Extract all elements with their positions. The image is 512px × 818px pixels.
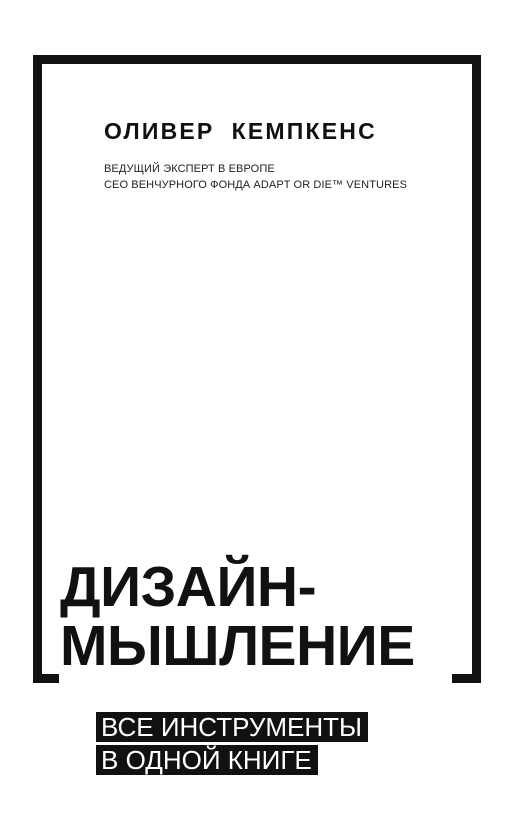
credential-line: ВЕДУЩИЙ ЭКСПЕРТ В ЕВРОПЕ — [104, 163, 275, 175]
frame-left-border — [33, 55, 42, 683]
frame-bottom-left-border — [33, 674, 59, 683]
title-line: МЫШЛЕНИЕ — [60, 614, 415, 678]
title-line: ДИЗАЙН- — [60, 555, 317, 619]
tagline-line: ВСЕ ИНСТРУМЕНТЫ — [96, 712, 368, 742]
credential-line: CEO ВЕНЧУРНОГО ФОНДА ADAPT OR DIE™ VENTURES — [104, 179, 408, 191]
frame-top-border — [33, 55, 481, 64]
author-name: ОЛИВЕР КЕМПКЕНС — [104, 118, 377, 144]
book-title — [60, 555, 415, 678]
frame-bottom-right-border — [452, 674, 481, 683]
tagline-line: В ОДНОЙ КНИГЕ — [96, 745, 318, 775]
author-credentials — [104, 161, 407, 193]
frame-right-border — [472, 55, 481, 683]
